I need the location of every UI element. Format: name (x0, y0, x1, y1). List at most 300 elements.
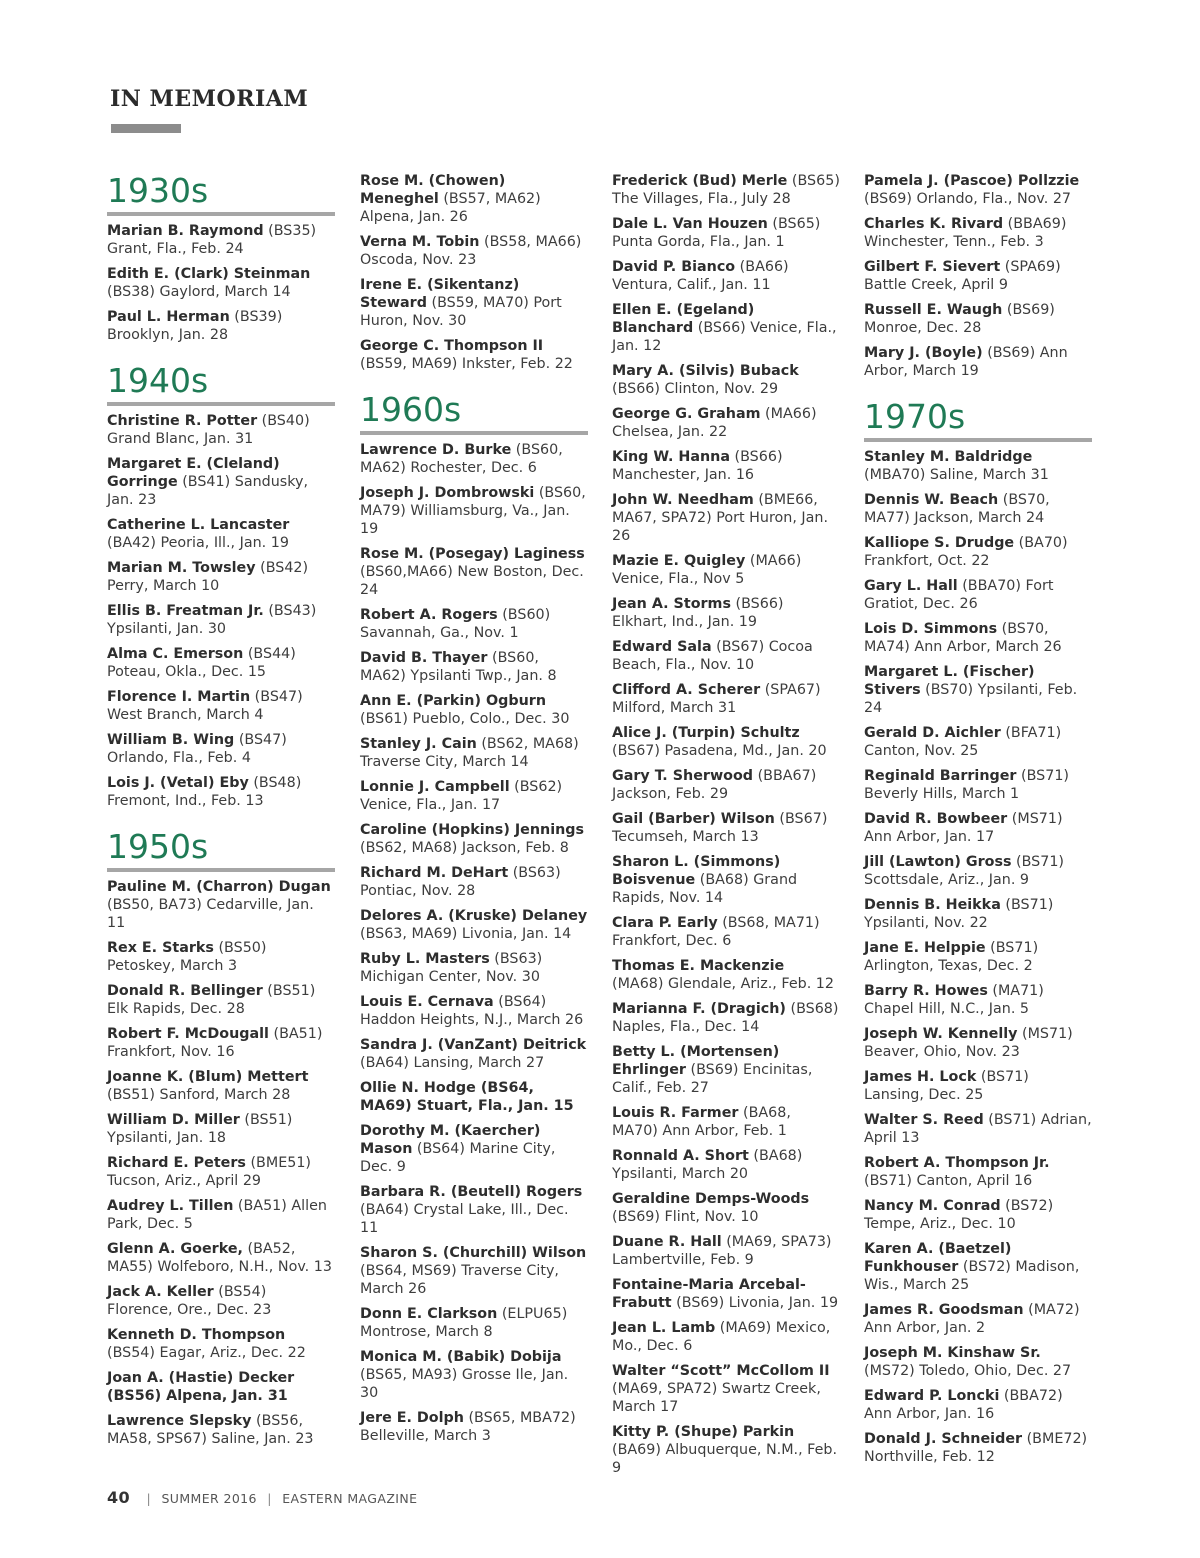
obituary-name: Richard E. Peters (107, 1155, 246, 1171)
obituary-name: Rex E. Starks (107, 940, 214, 956)
obituary-name: Jean A. Storms (612, 596, 731, 612)
obituary-details: (BS39) Brooklyn, Jan. 28 (107, 309, 283, 343)
obituary-entry (864, 215, 1092, 251)
obituary-entry (360, 950, 588, 986)
obituary-entry (360, 545, 588, 599)
obituary-entry (107, 1111, 335, 1147)
obituary-entry (360, 606, 588, 642)
obituary-name: David R. Bowbeer (864, 811, 1008, 827)
obituary-details: (BS71) Scottsdale, Ariz., Jan. 9 (864, 854, 1065, 888)
obituary-details: (BS63) Michigan Center, Nov. 30 (360, 951, 543, 985)
obituary-entry (864, 1025, 1092, 1061)
obituary-name: Jean L. Lamb (612, 1320, 716, 1336)
obituary-details: (BS47) West Branch, March 4 (107, 689, 303, 723)
obituary-name: James H. Lock (864, 1069, 977, 1085)
obituary-name: Margaret L. (Fischer) Stivers (864, 664, 1035, 698)
obituary-entry (864, 1344, 1092, 1380)
obituary-name: Robert F. McDougall (107, 1026, 269, 1042)
column-4 (864, 172, 1092, 1473)
obituary-name: Ann E. (Parkin) Ogburn (360, 693, 547, 709)
obituary-name: Ruby L. Masters (360, 951, 490, 967)
obituary-name: Dennis B. Heikka (864, 897, 1001, 913)
obituary-entry (864, 896, 1092, 932)
obituary-name: Edith E. (Clark) Steinman (107, 266, 311, 282)
obituary-entry (612, 595, 840, 631)
obituary-name: William B. Wing (107, 732, 235, 748)
obituary-details: (BS51) Sanford, March 28 (107, 1087, 291, 1103)
obituary-details: (BS41) Sandusky, Jan. 23 (107, 474, 308, 508)
obituary-name: George G. Graham (612, 406, 761, 422)
obituary-name: Dorothy M. (Kaercher) Mason (360, 1123, 541, 1157)
obituary-name: Marianna F. (Dragich) (612, 1001, 786, 1017)
obituary-name: Lonnie J. Campbell (360, 779, 510, 795)
obituary-name: Edward Sala (612, 639, 712, 655)
obituary-entry (107, 1326, 335, 1362)
obituary-name: Jill (Lawton) Gross (864, 854, 1012, 870)
obituary-details: (BS43) Ypsilanti, Jan. 30 (107, 603, 317, 637)
obituary-details: (BS60) Savannah, Ga., Nov. 1 (360, 607, 551, 641)
obituary-name: David P. Bianco (612, 259, 736, 275)
obituary-details: (BS44) Poteau, Okla., Dec. 15 (107, 646, 296, 680)
obituary-details: (BS47) Orlando, Fla., Feb. 4 (107, 732, 287, 766)
obituary-details: (BS71) Adrian, April 13 (864, 1112, 1092, 1146)
obituary-name: Dennis W. Beach (864, 492, 999, 508)
obituary-details: (BA42) Peoria, Ill., Jan. 19 (107, 535, 289, 551)
obituary-details: (BS59, MA69) Inkster, Feb. 22 (360, 356, 573, 372)
obituary-details: (BME66, MA67, SPA72) Port Huron, Jan. 26 (612, 492, 829, 544)
obituary-entry (612, 1147, 840, 1183)
obituary-details: (BS63) Pontiac, Nov. 28 (360, 865, 561, 899)
obituary-entry (612, 1276, 840, 1312)
obituary-entry (864, 534, 1092, 570)
obituary-entry (360, 778, 588, 814)
obituary-name: James R. Goodsman (864, 1302, 1024, 1318)
obituary-entry (612, 914, 840, 950)
obituary-name: King W. Hanna (612, 449, 730, 465)
obituary-entry (864, 1111, 1092, 1147)
obituary-details: (BS64) Marine City, Dec. 9 (360, 1141, 556, 1175)
obituary-details: (BME72) Northville, Feb. 12 (864, 1431, 1088, 1465)
obituary-entry (360, 1183, 588, 1237)
obituary-name: Lawrence D. Burke (360, 442, 512, 458)
obituary-name: Walter S. Reed (864, 1112, 984, 1128)
obituary-details: (SPA67) Milford, March 31 (612, 682, 821, 716)
obituary-details: (BS42) Perry, March 10 (107, 560, 309, 594)
obituary-name: William D. Miller (107, 1112, 240, 1128)
obituary-details: (MS71) Beaver, Ohio, Nov. 23 (864, 1026, 1073, 1060)
obituary-entry (612, 767, 840, 803)
obituary-details: (BA64) Crystal Lake, Ill., Dec. 11 (360, 1202, 569, 1236)
obituary-name: Geraldine Demps-Woods (612, 1191, 810, 1207)
obituary-name: Edward P. Loncki (864, 1388, 1000, 1404)
obituary-details: (BS67) Pasadena, Md., Jan. 20 (612, 743, 827, 759)
obituary-details: (BS68) Naples, Fla., Dec. 14 (612, 1001, 839, 1035)
obituary-entry (107, 1197, 335, 1233)
obituary-name: Joseph W. Kennelly (864, 1026, 1018, 1042)
obituary-entry (864, 982, 1092, 1018)
obituary-entry (107, 602, 335, 638)
obituary-entry (864, 1301, 1092, 1337)
obituary-name: Donald R. Bellinger (107, 983, 263, 999)
obituary-name: Gilbert F. Sievert (864, 259, 1001, 275)
obituary-details: (BS60, MA62) Ypsilanti Twp., Jan. 8 (360, 650, 557, 684)
obituary-details: (BA52, MA55) Wolfeboro, N.H., Nov. 13 (107, 1241, 332, 1275)
obituary-name: Delores A. (Kruske) Delaney (360, 908, 588, 924)
obituary-details: (BS66) Clinton, Nov. 29 (612, 381, 779, 397)
obituary-details: (BS71) Ypsilanti, Nov. 22 (864, 897, 1054, 931)
obituary-name: Marian B. Raymond (107, 223, 264, 239)
obituary-details: (BS59, MA70) Port Huron, Nov. 30 (360, 295, 562, 329)
obituary-entry (612, 258, 840, 294)
obituary-entry (360, 821, 588, 857)
obituary-name: Christine R. Potter (107, 413, 258, 429)
obituary-details: (BS66) Elkhart, Ind., Jan. 19 (612, 596, 784, 630)
obituary-details: (MS71) Ann Arbor, Jan. 17 (864, 811, 1063, 845)
obituary-details: (BS70, MA77) Jackson, March 24 (864, 492, 1050, 526)
obituary-details: (BS62, MA68) Traverse City, March 14 (360, 736, 579, 770)
obituary-entry (864, 767, 1092, 803)
obituary-name: Clifford A. Scherer (612, 682, 761, 698)
obituary-details: (BA66) Ventura, Calif., Jan. 11 (612, 259, 789, 293)
obituary-name: Marian M. Towsley (107, 560, 256, 576)
obituary-details: (MA71) Chapel Hill, N.C., Jan. 5 (864, 983, 1044, 1017)
obituary-details: (BS61) Pueblo, Colo., Dec. 30 (360, 711, 570, 727)
obituary-entry (360, 1348, 588, 1402)
obituary-name: Robert A. Rogers (360, 607, 498, 623)
obituary-name: Joseph J. Dombrowski (360, 485, 535, 501)
obituary-entry (360, 1036, 588, 1072)
page-number: 40 (107, 1488, 131, 1507)
obituary-name: Catherine L. Lancaster (107, 517, 290, 533)
obituary-entry (360, 1305, 588, 1341)
obituary-details: (BBA72) Ann Arbor, Jan. 16 (864, 1388, 1063, 1422)
obituary-details: (ELPU65) Montrose, March 8 (360, 1306, 568, 1340)
obituary-details: (BS65, MA93) Grosse Ile, Jan. 30 (360, 1367, 569, 1401)
obituary-name: Pauline M. (Charron) Dugan (107, 879, 331, 895)
obituary-details: (MA72) Ann Arbor, Jan. 2 (864, 1302, 1080, 1336)
obituary-entry (864, 1430, 1092, 1466)
obituary-details: (BS67) Cocoa Beach, Fla., Nov. 10 (612, 639, 813, 673)
obituary-name: Jere E. Dolph (360, 1410, 464, 1426)
obituary-entry (864, 258, 1092, 294)
obituary-details: (BS64) Haddon Heights, N.J., March 26 (360, 994, 584, 1028)
obituary-name: Caroline (Hopkins) Jennings (360, 822, 585, 838)
obituary-entry (864, 448, 1092, 484)
obituary-entry (107, 688, 335, 724)
decade-heading: 1960s (360, 391, 588, 435)
obituary-name: Mary J. (Boyle) (864, 345, 983, 361)
obituary-details: (BS69) Encinitas, Calif., Feb. 27 (612, 1062, 813, 1096)
obituary-entry (107, 939, 335, 975)
obituary-name: Richard M. DeHart (360, 865, 509, 881)
obituary-entry (360, 233, 588, 269)
obituary-name: Fontaine-Maria Arcebal-Frabutt (612, 1277, 806, 1311)
obituary-details: (BS69) Ann Arbor, March 19 (864, 345, 1068, 379)
obituary-entry (612, 957, 840, 993)
obituary-entry (864, 620, 1092, 656)
obituary-details: (BS67) Tecumseh, March 13 (612, 811, 828, 845)
obituary-name: Clara P. Early (612, 915, 718, 931)
obituary-entry (107, 516, 335, 552)
obituary-details: (BS66) Venice, Fla., Jan. 12 (612, 320, 837, 354)
obituary-details: (BS60,MA66) New Boston, Dec. 24 (360, 564, 584, 598)
page-footer (107, 1488, 417, 1507)
obituary-details: (BS50) Petoskey, March 3 (107, 940, 267, 974)
obituary-details: (BA64) Lansing, March 27 (360, 1055, 545, 1071)
obituary-entry (612, 810, 840, 846)
obituary-name: Joan A. (Hastie) Decker (BS56) Alpena, Jan. 31 (107, 1370, 295, 1404)
obituary-details: (BS64, MS69) Traverse City, March 26 (360, 1263, 559, 1297)
obituary-details: (BS48) Fremont, Ind., Feb. 13 (107, 775, 302, 809)
decade-heading: 1940s (107, 362, 335, 406)
obituary-details: (BME51) Tucson, Ariz., April 29 (107, 1155, 311, 1189)
obituary-entry (612, 853, 840, 907)
obituary-name: Dale L. Van Houzen (612, 216, 768, 232)
obituary-name: Audrey L. Tillen (107, 1198, 234, 1214)
obituary-name: Ellen E. (Egeland) Blanchard (612, 302, 755, 336)
obituary-details: (BS51) Elk Rapids, Dec. 28 (107, 983, 316, 1017)
obituary-entry (612, 1190, 840, 1226)
obituary-details: (SPA69) Battle Creek, April 9 (864, 259, 1061, 293)
obituary-name: Stanley J. Cain (360, 736, 477, 752)
obituary-name: John W. Needham (612, 492, 754, 508)
obituary-details: (BS60, MA62) Rochester, Dec. 6 (360, 442, 563, 476)
obituary-details: (BS71) Arlington, Texas, Dec. 2 (864, 940, 1039, 974)
obituary-entry (107, 1283, 335, 1319)
obituary-name: Verna M. Tobin (360, 234, 480, 250)
column-3 (612, 172, 840, 1484)
obituary-details: (MA66) Chelsea, Jan. 22 (612, 406, 817, 440)
column-1 (107, 172, 335, 1455)
obituary-entry (107, 1154, 335, 1190)
obituary-entry (107, 1068, 335, 1104)
obituary-name: Rose M. (Posegay) Laginess (360, 546, 585, 562)
obituary-entry (612, 405, 840, 441)
obituary-entry (360, 692, 588, 728)
obituary-name: Nancy M. Conrad (864, 1198, 1001, 1214)
obituary-name: Paul L. Herman (107, 309, 230, 325)
obituary-entry (864, 724, 1092, 760)
obituary-entry (864, 344, 1092, 380)
obituary-name: Louis R. Farmer (612, 1105, 739, 1121)
obituary-name: Mary A. (Silvis) Buback (612, 363, 799, 379)
obituary-details: (BS65) Punta Gorda, Fla., Jan. 1 (612, 216, 821, 250)
obituary-name: Karen A. (Baetzel) Funkhouser (864, 1241, 1012, 1275)
obituary-entry (612, 638, 840, 674)
decade-heading: 1970s (864, 398, 1092, 442)
obituary-details: (BS70) Ypsilanti, Feb. 24 (864, 682, 1078, 716)
obituary-entry (612, 215, 840, 251)
obituary-details: (BBA69) Winchester, Tenn., Feb. 3 (864, 216, 1067, 250)
obituary-entry (612, 552, 840, 588)
obituary-entry (612, 448, 840, 484)
obituary-details: (BS35) Grant, Fla., Feb. 24 (107, 223, 317, 257)
obituary-name: Stanley M. Baldridge (864, 449, 1033, 465)
obituary-entry (360, 441, 588, 477)
obituary-details: (BS66) Manchester, Jan. 16 (612, 449, 783, 483)
obituary-name: Irene E. (Sikentanz) Steward (360, 277, 520, 311)
obituary-name: Alma C. Emerson (107, 646, 244, 662)
obituary-entry (107, 559, 335, 595)
obituary-name: Reginald Barringer (864, 768, 1017, 784)
obituary-details: (MA68) Glendale, Ariz., Feb. 12 (612, 976, 834, 992)
obituary-entry (107, 308, 335, 344)
obituary-name: David B. Thayer (360, 650, 488, 666)
footer-separator: | (267, 1491, 272, 1506)
obituary-name: Margaret E. (Cleland) Gorringe (107, 456, 280, 490)
obituary-entry (107, 1240, 335, 1276)
obituary-name: Kitty P. (Shupe) Parkin (612, 1424, 795, 1440)
obituary-entry (612, 301, 840, 355)
obituary-entry (360, 172, 588, 226)
obituary-entry (612, 1423, 840, 1477)
obituary-details: (BA69) Albuquerque, N.M., Feb. 9 (612, 1442, 838, 1476)
obituary-entry (864, 491, 1092, 527)
obituary-details: (BA68, MA70) Ann Arbor, Feb. 1 (612, 1105, 791, 1139)
obituary-entry (864, 853, 1092, 889)
obituary-name: Sharon L. (Simmons) Boisvenue (612, 854, 781, 888)
obituary-entry (864, 1387, 1092, 1423)
obituary-name: Duane R. Hall (612, 1234, 722, 1250)
obituary-name: Barry R. Howes (864, 983, 988, 999)
obituary-entry (360, 1079, 588, 1115)
obituary-entry (107, 645, 335, 681)
obituary-entry (360, 1122, 588, 1176)
obituary-entry (864, 1068, 1092, 1104)
obituary-details: (BS69) Orlando, Fla., Nov. 27 (864, 191, 1072, 207)
column-2 (360, 172, 588, 1452)
obituary-entry (360, 993, 588, 1029)
obituary-name: Jane E. Helppie (864, 940, 986, 956)
obituary-details: (BA68) Ypsilanti, March 20 (612, 1148, 803, 1182)
obituary-details: (BS62) Venice, Fla., Jan. 17 (360, 779, 563, 813)
obituary-name: Lawrence Slepsky (107, 1413, 252, 1429)
obituary-name: Ollie N. Hodge (BS64, MA69) Stuart, Fla., Jan. 15 (360, 1080, 574, 1114)
obituary-entry (107, 982, 335, 1018)
obituary-entry (612, 172, 840, 208)
obituary-entry (864, 577, 1092, 613)
obituary-name: Sandra J. (VanZant) Deitrick (360, 1037, 587, 1053)
obituary-details: (BS50, BA73) Cedarville, Jan. 11 (107, 897, 314, 931)
obituary-name: Florence I. Martin (107, 689, 251, 705)
obituary-entry (107, 774, 335, 810)
obituary-details: (BS71) Canton, April 16 (864, 1173, 1033, 1189)
obituary-details: (MA66) Venice, Fla., Nov 5 (612, 553, 802, 587)
obituary-entry (107, 455, 335, 509)
obituary-entry (612, 1000, 840, 1036)
obituary-name: Ellis B. Freatman Jr. (107, 603, 264, 619)
obituary-entry (360, 864, 588, 900)
obituary-details: (MS72) Toledo, Ohio, Dec. 27 (864, 1363, 1072, 1379)
obituary-entry (107, 265, 335, 301)
obituary-entry (864, 1197, 1092, 1233)
obituary-name: Glenn A. Goerke, (107, 1241, 243, 1257)
obituary-name: Barbara R. (Beutell) Rogers (360, 1184, 583, 1200)
obituary-name: Mazie E. Quigley (612, 553, 746, 569)
issue-label: SUMMER 2016 (161, 1491, 257, 1506)
obituary-details: (BS68, MA71) Frankfort, Dec. 6 (612, 915, 820, 949)
obituary-entry (360, 337, 588, 373)
obituary-name: Robert A. Thompson Jr. (864, 1155, 1050, 1171)
obituary-entry (612, 681, 840, 717)
obituary-details: (BS69) Monroe, Dec. 28 (864, 302, 1055, 336)
obituary-entry (360, 907, 588, 943)
obituary-name: Alice J. (Turpin) Schultz (612, 725, 800, 741)
obituary-details: (BS38) Gaylord, March 14 (107, 284, 291, 300)
obituary-details: (BA51) Frankfort, Nov. 16 (107, 1026, 323, 1060)
obituary-details: (BA68) Grand Rapids, Nov. 14 (612, 872, 798, 906)
obituary-entry (612, 362, 840, 398)
obituary-name: Sharon S. (Churchill) Wilson (360, 1245, 587, 1261)
obituary-details: (BBA70) Fort Gratiot, Dec. 26 (864, 578, 1054, 612)
obituary-details: (BBA67) Jackson, Feb. 29 (612, 768, 817, 802)
obituary-name: Russell E. Waugh (864, 302, 1003, 318)
obituary-entry (107, 1412, 335, 1448)
obituary-entry (360, 276, 588, 330)
decade-heading: 1950s (107, 828, 335, 872)
obituary-entry (612, 724, 840, 760)
obituary-details: (BS57, MA62) Alpena, Jan. 26 (360, 191, 541, 225)
obituary-name: Joanne K. (Blum) Mettert (107, 1069, 309, 1085)
obituary-name: Pamela J. (Pascoe) Pollzzie (864, 173, 1080, 189)
page-title: IN MEMORIAM (110, 86, 309, 112)
obituary-details: (BS70, MA74) Ann Arbor, March 26 (864, 621, 1062, 655)
obituary-name: Ronnald A. Short (612, 1148, 749, 1164)
obituary-details: (BS65, MBA72) Belleville, March 3 (360, 1410, 576, 1444)
obituary-details: (BS58, MA66) Oscoda, Nov. 23 (360, 234, 582, 268)
obituary-entry (864, 301, 1092, 337)
obituary-name: Kenneth D. Thompson (107, 1327, 286, 1343)
obituary-entry (107, 222, 335, 258)
obituary-entry (612, 1043, 840, 1097)
obituary-details: (BS60, MA79) Williamsburg, Va., Jan. 19 (360, 485, 586, 537)
footer-separator: | (146, 1491, 152, 1506)
obituary-entry (360, 649, 588, 685)
obituary-details: (BS62, MA68) Jackson, Feb. 8 (360, 840, 569, 856)
obituary-name: George C. Thompson II (360, 338, 544, 354)
title-underline-bar (111, 124, 181, 133)
obituary-name: Gail (Barber) Wilson (612, 811, 775, 827)
obituary-name: Lois J. (Vetal) Eby (107, 775, 249, 791)
obituary-name: Rose M. (Chowen) Meneghel (360, 173, 506, 207)
obituary-name: Jack A. Keller (107, 1284, 214, 1300)
decade-heading: 1930s (107, 172, 335, 216)
obituary-name: Gary L. Hall (864, 578, 958, 594)
obituary-details: (BS72) Tempe, Ariz., Dec. 10 (864, 1198, 1054, 1232)
obituary-details: (BS72) Madison, Wis., March 25 (864, 1259, 1080, 1293)
obituary-details: (BS63, MA69) Livonia, Jan. 14 (360, 926, 572, 942)
obituary-name: Frederick (Bud) Merle (612, 173, 788, 189)
obituary-entry (864, 1154, 1092, 1190)
obituary-name: Walter “Scott” McCollom II (612, 1363, 830, 1379)
obituary-name: Joseph M. Kinshaw Sr. (864, 1345, 1041, 1361)
obituary-details: (BA51) Allen Park, Dec. 5 (107, 1198, 327, 1232)
obituary-entry (360, 484, 588, 538)
obituary-entry (360, 735, 588, 771)
obituary-name: Monica M. (Babik) Dobija (360, 1349, 562, 1365)
obituary-details: (MA69, SPA72) Swartz Creek, March 17 (612, 1381, 821, 1415)
obituary-entry (107, 1025, 335, 1061)
obituary-name: Kalliope S. Drudge (864, 535, 1015, 551)
obituary-name: Gerald D. Aichler (864, 725, 1001, 741)
obituary-details: (BFA71) Canton, Nov. 25 (864, 725, 1062, 759)
obituary-details: (MBA70) Saline, March 31 (864, 467, 1049, 483)
obituary-entry (107, 878, 335, 932)
obituary-name: Thomas E. Mackenzie (612, 958, 785, 974)
obituary-entry (107, 1369, 335, 1405)
publication-name: EASTERN MAGAZINE (282, 1491, 418, 1506)
obituary-name: Louis E. Cernava (360, 994, 494, 1010)
